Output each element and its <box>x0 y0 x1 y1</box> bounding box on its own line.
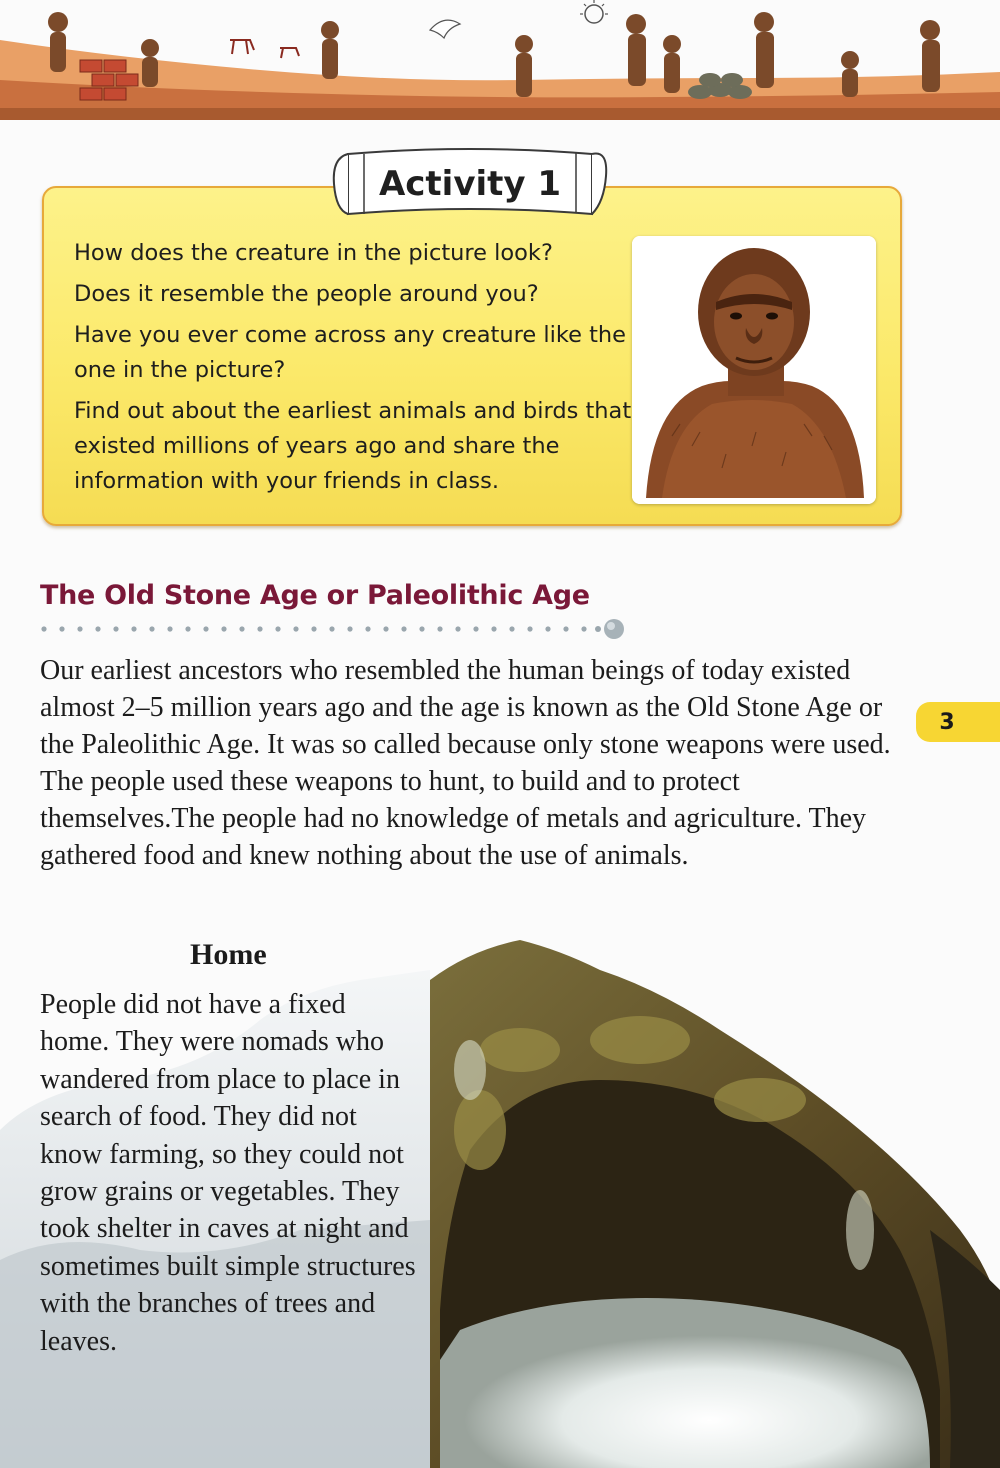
early-human-illustration <box>632 236 876 504</box>
activity-question: Does it resemble the people around you? <box>74 281 539 307</box>
home-paragraph: People did not have a fixed home. They were nomads who wandered from place to place in search of food. They did not know farming, so they could not grow grains or vegetables. They took shelter in caves at night and sometimes built simple structures with the branches of trees and leaves. <box>40 989 416 1357</box>
header-illustration-banner <box>0 0 1000 120</box>
activity-question-list <box>74 236 634 505</box>
activity-question: How does the creature in the picture look? <box>74 240 553 266</box>
page-number-tab <box>916 702 1000 742</box>
activity-box <box>42 186 902 526</box>
page-number: 3 <box>939 709 955 735</box>
section-heading: The Old Stone Age or Paleolithic Age <box>40 580 590 611</box>
dotted-divider <box>40 618 630 640</box>
activity-question: Find out about the earliest animals and birds that existed millions of years ago and share the information with your friends in class. <box>74 398 632 494</box>
activity-title: Activity 1 <box>378 164 562 204</box>
activity-title-scroll <box>330 140 610 226</box>
paleolithic-paragraph: Our earliest ancestors who resembled the human beings of today existed almost 2–5 million years ago and the age is known as the Old Stone Age or the Paleolithic Age. It was so called because only stone weapons were used. The people used these weapons to hunt, to build and to protect themselves.The people had no knowledge of metals and agriculture. They gathered food and knew nothing about the use of animals. <box>40 655 891 871</box>
home-heading: Home <box>190 938 267 971</box>
activity-question: Have you ever come across any creature like the one in the picture? <box>74 322 626 383</box>
